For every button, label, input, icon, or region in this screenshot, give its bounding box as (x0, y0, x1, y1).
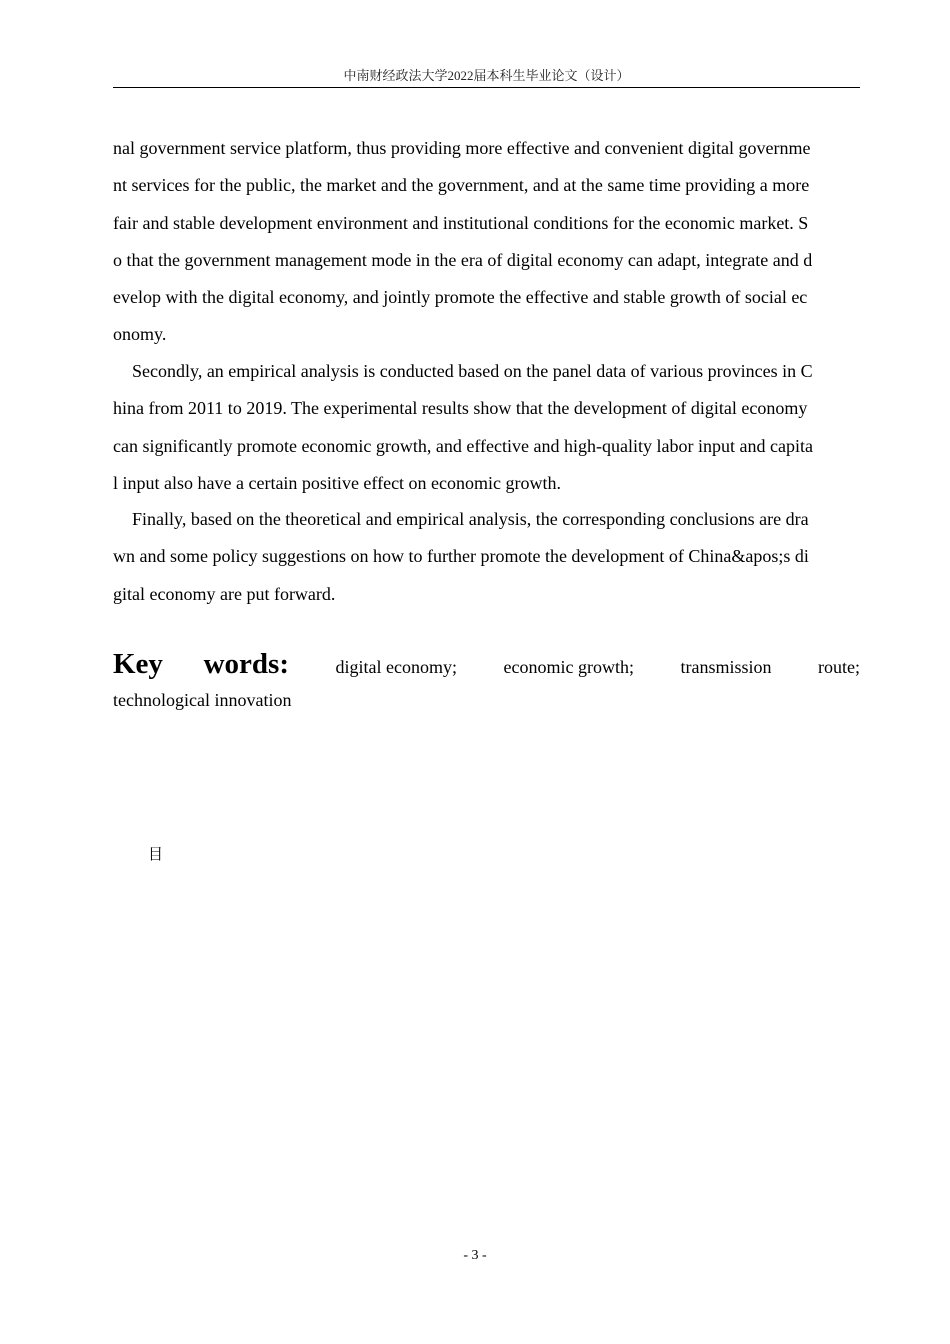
text-line: nt services for the public, the market and the government, and at the same time providing a more (113, 175, 810, 196)
keyword-item: digital economy; (335, 657, 457, 677)
text-line: gital economy are put forward. (113, 583, 336, 604)
text-line: wn and some policy suggestions on how to further promote the development of China&apos;s di (113, 546, 809, 567)
keyword-item: route; (817, 657, 860, 677)
text-line: Secondly, an empirical analysis is conducted based on the panel data of various provinces in C (132, 361, 813, 381)
text-line: can significantly promote economic growth, and effective and high-quality labor input and capita (113, 435, 813, 456)
header-title: 中南财经政法大学2022届本科生毕业论文（设计） (343, 68, 630, 83)
text-line: o that the government management mode in the era of digital economy can adapt, integrate and d (113, 249, 813, 270)
page-number: - 3 - (463, 1248, 487, 1263)
keyword-item: economic growth; (503, 657, 634, 677)
toc-heading-fragment: 目 (148, 845, 164, 863)
keywords-label-word: Key (113, 648, 163, 680)
keyword-continuation: technological innovation (113, 690, 292, 710)
text-line: Finally, based on the theoretical and empirical analysis, the corresponding conclusions are dra (132, 509, 809, 529)
text-line: onomy. (113, 324, 167, 345)
keywords-label-word: words: (203, 648, 289, 680)
keyword-item: transmission (680, 657, 772, 677)
paragraph-1 (113, 130, 860, 354)
keywords-section (113, 648, 860, 711)
text-line: evelop with the digital economy, and jointly promote the effective and stable growth of social ec (113, 287, 808, 308)
page-header (113, 67, 860, 88)
text-line: l input also have a certain positive effect on economic growth. (113, 472, 562, 493)
text-line: nal government service platform, thus providing more effective and convenient digital governme (113, 138, 811, 158)
text-line: fair and stable development environment and institutional conditions for the economic market. S (113, 212, 809, 233)
text-line: hina from 2011 to 2019. The experimental results show that the development of digital economy (113, 398, 808, 419)
paragraph-2 (113, 353, 860, 502)
paragraph-3 (113, 501, 860, 613)
keywords-label (113, 648, 289, 681)
